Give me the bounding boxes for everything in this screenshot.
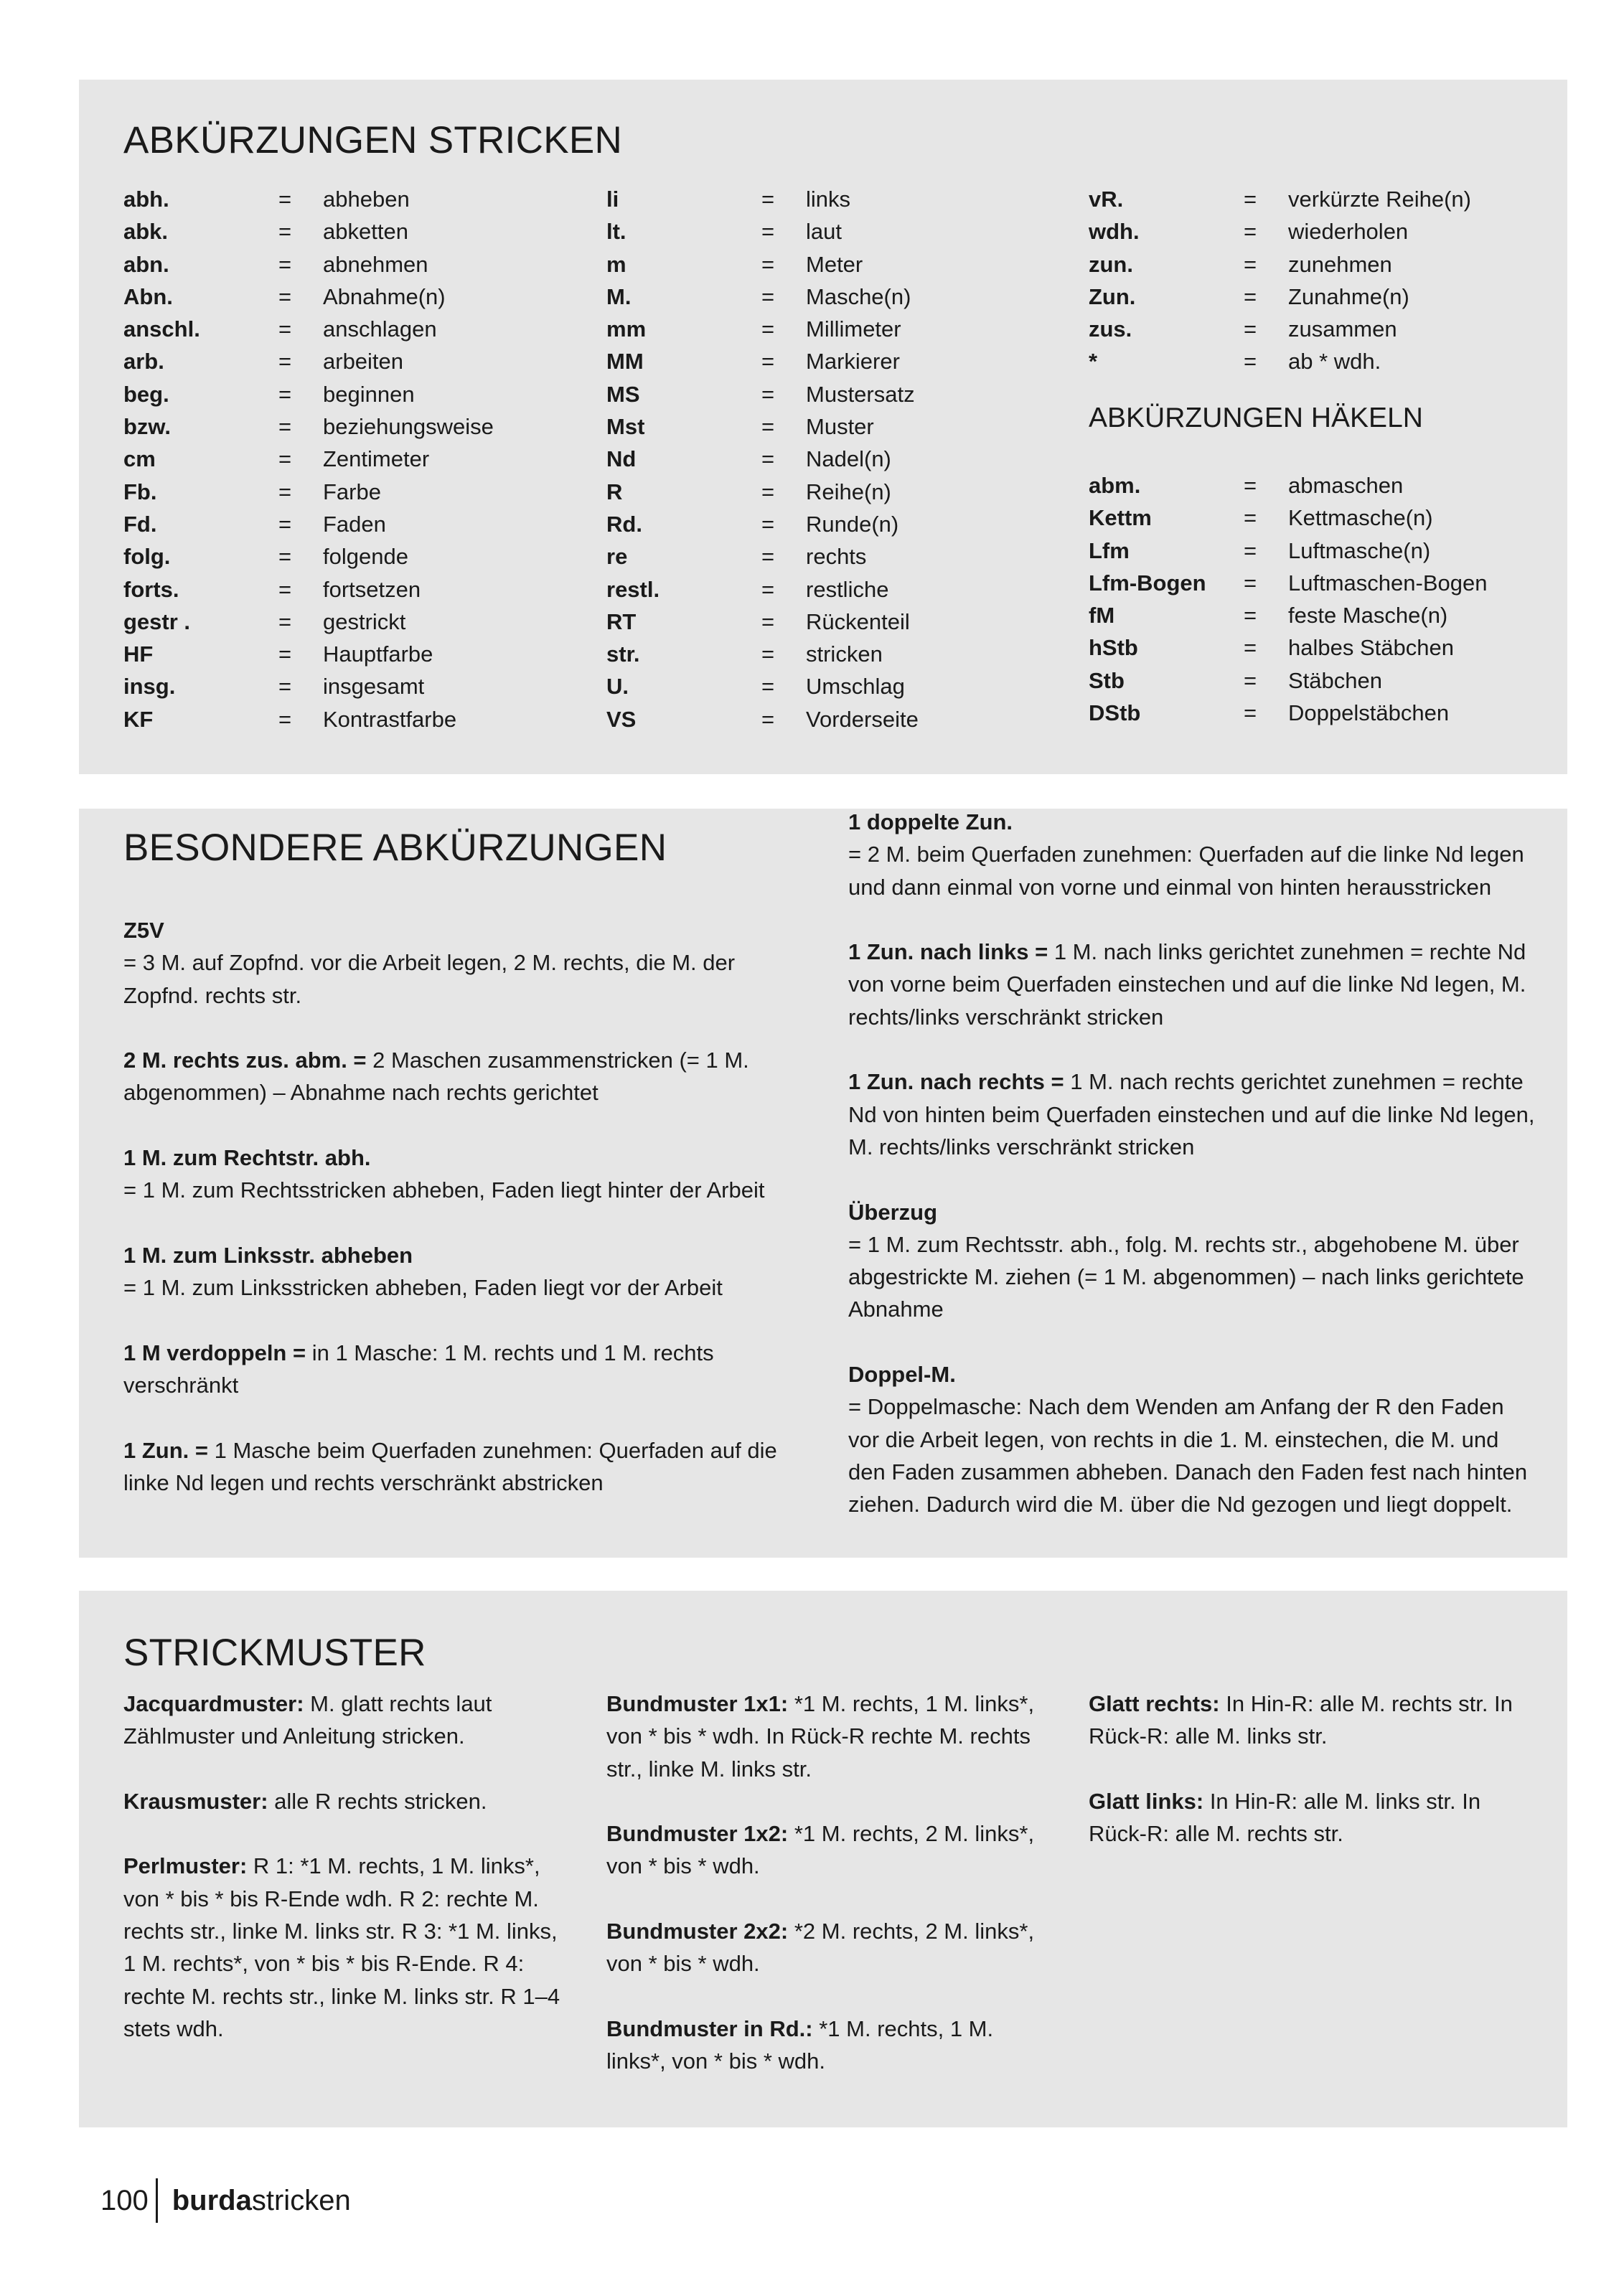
- equals-sign: =: [1244, 700, 1257, 726]
- definition-block: [123, 1044, 812, 1109]
- abbreviation-meaning: zunehmen: [1288, 251, 1392, 277]
- abbreviation-key: bzw.: [123, 414, 172, 440]
- abbreviation-meaning: beginnen: [323, 381, 415, 407]
- abbreviation-key: Mst: [606, 414, 645, 440]
- abbreviation-key: arb.: [123, 349, 164, 375]
- abbreviation-key: HF: [123, 641, 154, 667]
- equals-sign: =: [1244, 537, 1257, 563]
- definition-block: [606, 1915, 1044, 1980]
- equals-sign: =: [761, 674, 775, 700]
- definition-block: [848, 806, 1537, 903]
- equals-sign: =: [278, 544, 292, 570]
- equals-sign: =: [761, 641, 775, 667]
- definition-block: [123, 1434, 812, 1500]
- equals-sign: =: [1244, 603, 1257, 629]
- definition-text: = 1 M. zum Rechtsstricken abheben, Faden liegt hinter der Arbeit: [123, 1177, 765, 1203]
- abbreviation-meaning: Rückenteil: [806, 608, 910, 634]
- definition-text: R 1: *1 M. rechts, 1 M. links*, von * bis * bis R-Ende wdh. R 2: rechte M. rechts str., linke M. links str. R 3: *1 M. links, 1 M. rechts*, von * bis * bis R-Ende. R 4: rechte M. rechts str., linke M. links str. R 1–4 stets wdh.: [123, 1853, 560, 2041]
- abbreviation-meaning: Farbe: [323, 479, 381, 504]
- definition-term: 1 M verdoppeln =: [123, 1340, 306, 1365]
- abbreviation-key: hStb: [1089, 635, 1138, 661]
- equals-sign: =: [278, 283, 292, 309]
- abbreviation-meaning: Faden: [323, 511, 386, 537]
- page-number: 100: [100, 2184, 149, 2216]
- equals-sign: =: [761, 251, 775, 277]
- equals-sign: =: [278, 187, 292, 212]
- abbreviation-meaning: rechts: [806, 544, 867, 570]
- page-footer: [100, 2179, 351, 2222]
- abbreviations-knitting-panel: [79, 80, 1567, 774]
- abbreviation-meaning: Doppelstäbchen: [1288, 700, 1450, 726]
- abbreviation-key: RT: [606, 608, 637, 634]
- abbreviation-key: Fb.: [123, 479, 157, 504]
- abbreviation-meaning: Zentimeter: [323, 446, 430, 472]
- equals-sign: =: [761, 381, 775, 407]
- definition-term: Überzug: [848, 1199, 937, 1225]
- equals-sign: =: [761, 219, 775, 245]
- abbreviation-key: li: [606, 187, 619, 212]
- abbreviation-meaning: Stäbchen: [1288, 667, 1382, 693]
- abbreviation-key: abm.: [1089, 473, 1141, 498]
- equals-sign: =: [761, 187, 775, 212]
- abbreviation-meaning: Luftmasche(n): [1288, 537, 1431, 563]
- abbreviation-meaning: wiederholen: [1288, 219, 1409, 245]
- equals-sign: =: [278, 316, 292, 342]
- abbreviation-meaning: beziehungsweise: [323, 414, 494, 440]
- abbreviation-key: Zun.: [1089, 283, 1136, 309]
- equals-sign: =: [761, 511, 775, 537]
- special-abbreviations-right-column: [848, 806, 1537, 1553]
- equals-sign: =: [1244, 316, 1257, 342]
- abbreviation-key: Rd.: [606, 511, 642, 537]
- abbreviation-key: DStb: [1089, 700, 1141, 726]
- equals-sign: =: [1244, 349, 1257, 375]
- abbreviation-key: abh.: [123, 187, 169, 212]
- equals-sign: =: [1244, 251, 1257, 277]
- abbreviation-key: Fd.: [123, 511, 157, 537]
- equals-sign: =: [761, 283, 775, 309]
- equals-sign: =: [278, 674, 292, 700]
- abbreviation-meaning: Umschlag: [806, 674, 905, 700]
- equals-sign: =: [761, 706, 775, 732]
- definition-text: In Hin-R: alle M. rechts str. In Rück-R: alle M. links str.: [1089, 1691, 1513, 1749]
- abbreviation-meaning: Reihe(n): [806, 479, 891, 504]
- definition-term: 1 Zun. =: [123, 1437, 208, 1463]
- abbreviation-key: MM: [606, 349, 644, 375]
- definition-text: = 3 M. auf Zopfnd. vor die Arbeit legen, 2 M. rechts, die M. der Zopfnd. rechts str.: [123, 950, 736, 1008]
- equals-sign: =: [278, 446, 292, 472]
- equals-sign: =: [761, 479, 775, 504]
- definition-block: [123, 1142, 812, 1207]
- abbreviation-meaning: anschlagen: [323, 316, 437, 342]
- definition-text: 1 M. nach rechts gerichtet zunehmen = rechte Nd von hinten beim Querfaden einstechen und auf die linke Nd legen, M. rechts/links verschränkt stricken: [848, 1069, 1535, 1159]
- equals-sign: =: [761, 446, 775, 472]
- abbreviation-key: folg.: [123, 544, 171, 570]
- equals-sign: =: [1244, 219, 1257, 245]
- equals-sign: =: [1244, 667, 1257, 693]
- abbreviation-meaning: insgesamt: [323, 674, 425, 700]
- definition-text: *1 M. rechts, 1 M. links*, von * bis * wdh.: [606, 2015, 994, 2074]
- definition-block: [606, 1688, 1044, 1785]
- definition-term: Glatt rechts:: [1089, 1691, 1220, 1716]
- definition-block: [1089, 1785, 1526, 1850]
- abbreviation-meaning: Runde(n): [806, 511, 899, 537]
- definition-term: 1 Zun. nach rechts =: [848, 1069, 1064, 1095]
- abbreviation-key: cm: [123, 446, 156, 472]
- abbreviation-key: insg.: [123, 674, 176, 700]
- definition-block: [848, 1065, 1537, 1163]
- abbreviation-key: Lfm-Bogen: [1089, 570, 1206, 596]
- abbreviation-meaning: zusammen: [1288, 316, 1397, 342]
- brand-name-bold: burda: [172, 2184, 252, 2216]
- definition-text: 2 Maschen zusammenstricken (= 1 M. abgenommen) – Abnahme nach rechts gerichtet: [123, 1048, 749, 1106]
- abbreviation-key: Abn.: [123, 283, 173, 309]
- definition-text: 1 M. nach links gerichtet zunehmen = rechte Nd von vorne beim Querfaden einstechen und auf die linke Nd legen, M. rechts/links verschränkt stricken: [848, 939, 1526, 1030]
- knitting-patterns-column-1: [123, 1688, 561, 2078]
- equals-sign: =: [278, 641, 292, 667]
- abbreviation-key: m: [606, 251, 626, 277]
- special-abbreviations-title: BESONDERE ABKÜRZUNGEN: [123, 827, 667, 869]
- definition-block: [123, 914, 812, 1012]
- brand-name-regular: stricken: [251, 2184, 351, 2216]
- definition-block: [606, 1817, 1044, 1883]
- abbreviation-key: gestr .: [123, 608, 191, 634]
- abbreviation-meaning: Luftmaschen-Bogen: [1288, 570, 1488, 596]
- equals-sign: =: [761, 608, 775, 634]
- definition-term: 1 M. zum Linksstr. abheben: [123, 1242, 413, 1268]
- abbreviation-key: str.: [606, 641, 640, 667]
- abbreviation-meaning: arbeiten: [323, 349, 404, 375]
- abbreviation-meaning: stricken: [806, 641, 883, 667]
- definition-text: In Hin-R: alle M. links str. In Rück-R: alle M. rechts str.: [1089, 1788, 1481, 1847]
- definition-term: 1 doppelte Zun.: [848, 809, 1013, 834]
- definition-text: = Doppelmasche: Nach dem Wenden am Anfang der R den Faden vor die Arbeit legen, von rechts in die 1. M. einstechen, die M. und den Faden zusammen abheben. Danach den Faden fest nach hinten ziehen. Dadurch wird die M. über die Nd gezogen und liegt doppelt.: [848, 1394, 1528, 1518]
- definition-text: = 2 M. beim Querfaden zunehmen: Querfaden auf die linke Nd legen und dann einmal von vorne und einmal von hinten herausstricken: [848, 842, 1524, 900]
- abbreviation-meaning: Muster: [806, 414, 874, 440]
- knitting-patterns-title: STRICKMUSTER: [123, 1632, 426, 1674]
- abbreviation-meaning: Zunahme(n): [1288, 283, 1409, 309]
- abbreviation-meaning: abketten: [323, 219, 408, 245]
- abbreviation-meaning: Millimeter: [806, 316, 901, 342]
- abbreviation-key: forts.: [123, 576, 179, 602]
- equals-sign: =: [761, 544, 775, 570]
- definition-term: Bundmuster 1x2:: [606, 1821, 789, 1847]
- equals-sign: =: [278, 414, 292, 440]
- knitting-patterns-column-2: [606, 1688, 1044, 2110]
- equals-sign: =: [278, 511, 292, 537]
- abbreviation-meaning: restliche: [806, 576, 889, 602]
- abbreviation-meaning: abnehmen: [323, 251, 428, 277]
- abbreviation-meaning: Nadel(n): [806, 446, 891, 472]
- abbreviation-meaning: Mustersatz: [806, 381, 915, 407]
- definition-term: Doppel-M.: [848, 1362, 956, 1388]
- abbreviation-key: abk.: [123, 219, 169, 245]
- equals-sign: =: [1244, 505, 1257, 531]
- knitting-patterns-panel: [79, 1591, 1567, 2127]
- abbreviation-meaning: ab * wdh.: [1288, 349, 1381, 375]
- equals-sign: =: [278, 576, 292, 602]
- definition-block: [123, 1337, 812, 1402]
- abbreviation-key: *: [1089, 349, 1098, 375]
- abbreviation-key: MS: [606, 381, 640, 407]
- definition-term: Bundmuster in Rd.:: [606, 2015, 813, 2041]
- definition-block: [123, 1785, 561, 1817]
- definition-term: Perlmuster:: [123, 1853, 248, 1879]
- abbreviation-key: M.: [606, 283, 632, 309]
- definition-text: *1 M. rechts, 1 M. links*, von * bis * wdh. In Rück-R rechte M. rechts str., linke M. links str.: [606, 1691, 1035, 1782]
- abbreviations-knitting-title: ABKÜRZUNGEN STRICKEN: [123, 119, 623, 161]
- abbreviation-meaning: verkürzte Reihe(n): [1288, 187, 1471, 212]
- equals-sign: =: [278, 479, 292, 504]
- definition-text: *1 M. rechts, 2 M. links*, von * bis * wdh.: [606, 1821, 1035, 1879]
- equals-sign: =: [761, 576, 775, 602]
- definition-text: = 1 M. zum Rechtsstr. abh., folg. M. rechts str., abgehobene M. über abgestrickte M. ziehen (= 1 M. abgenommen) – nach links gerichtete Abnahme: [848, 1231, 1524, 1322]
- equals-sign: =: [1244, 570, 1257, 596]
- abbreviation-meaning: abheben: [323, 187, 410, 212]
- definition-term: Glatt links:: [1089, 1788, 1204, 1814]
- abbreviation-key: anschl.: [123, 316, 200, 342]
- definition-term: 1 M. zum Rechtstr. abh.: [123, 1145, 371, 1171]
- abbreviation-key: zus.: [1089, 316, 1132, 342]
- equals-sign: =: [1244, 283, 1257, 309]
- equals-sign: =: [1244, 635, 1257, 661]
- abbreviation-key: Stb: [1089, 667, 1125, 693]
- equals-sign: =: [278, 706, 292, 732]
- abbreviation-meaning: Meter: [806, 251, 863, 277]
- equals-sign: =: [1244, 473, 1257, 498]
- definition-block: [123, 1688, 561, 1753]
- abbreviation-meaning: gestrickt: [323, 608, 406, 634]
- abbreviation-meaning: Kettmasche(n): [1288, 505, 1433, 531]
- definition-text: M. glatt rechts laut Zählmuster und Anleitung stricken.: [123, 1691, 492, 1749]
- equals-sign: =: [278, 251, 292, 277]
- abbreviation-key: wdh.: [1089, 219, 1140, 245]
- definition-term: Bundmuster 1x1:: [606, 1691, 789, 1716]
- definition-term: Bundmuster 2x2:: [606, 1919, 789, 1944]
- equals-sign: =: [278, 219, 292, 245]
- definition-block: [123, 1239, 812, 1304]
- abbreviation-meaning: Abnahme(n): [323, 283, 446, 309]
- definition-block: [123, 1850, 561, 2045]
- abbreviation-key: restl.: [606, 576, 660, 602]
- abbreviation-meaning: folgende: [323, 544, 408, 570]
- abbreviation-key: Lfm: [1089, 537, 1130, 563]
- equals-sign: =: [278, 349, 292, 375]
- equals-sign: =: [761, 349, 775, 375]
- special-abbreviations-left-column: [123, 914, 812, 1532]
- abbreviation-meaning: abmaschen: [1288, 473, 1404, 498]
- abbreviation-key: U.: [606, 674, 629, 700]
- equals-sign: =: [278, 381, 292, 407]
- definition-text: in 1 Masche: 1 M. rechts und 1 M. rechts verschränkt: [123, 1340, 714, 1398]
- abbreviation-meaning: laut: [806, 219, 842, 245]
- definition-text: 1 Masche beim Querfaden zunehmen: Querfaden auf die linke Nd legen und rechts verschränkt abstricken: [123, 1437, 777, 1496]
- definition-term: 2 M. rechts zus. abm. =: [123, 1048, 367, 1073]
- definition-term: Jacquardmuster:: [123, 1691, 304, 1716]
- definition-block: [606, 2013, 1044, 2078]
- abbreviation-meaning: halbes Stäbchen: [1288, 635, 1454, 661]
- abbreviations-crochet-title: ABKÜRZUNGEN HÄKELN: [1089, 403, 1423, 433]
- definition-block: [848, 1196, 1537, 1326]
- special-abbreviations-panel: [79, 809, 1567, 1558]
- abbreviation-key: KF: [123, 706, 154, 732]
- definition-text: = 1 M. zum Linksstricken abheben, Faden liegt vor der Arbeit: [123, 1275, 723, 1301]
- abbreviation-meaning: Hauptfarbe: [323, 641, 433, 667]
- definition-block: [848, 936, 1537, 1033]
- definition-block: [1089, 1688, 1526, 1753]
- abbreviation-meaning: Vorderseite: [806, 706, 919, 732]
- abbreviation-key: lt.: [606, 219, 626, 245]
- abbreviation-key: mm: [606, 316, 647, 342]
- equals-sign: =: [1244, 187, 1257, 212]
- footer-divider: [156, 2178, 158, 2223]
- abbreviation-key: abn.: [123, 251, 169, 277]
- abbreviation-meaning: Kontrastfarbe: [323, 706, 457, 732]
- definition-term: 1 Zun. nach links =: [848, 939, 1048, 965]
- definition-text: *2 M. rechts, 2 M. links*, von * bis * wdh.: [606, 1919, 1035, 1977]
- definition-term: Z5V: [123, 918, 164, 943]
- definition-term: Krausmuster:: [123, 1788, 268, 1814]
- abbreviation-meaning: links: [806, 187, 851, 212]
- abbreviation-key: fM: [1089, 603, 1115, 629]
- abbreviation-meaning: Markierer: [806, 349, 900, 375]
- abbreviation-key: VS: [606, 706, 637, 732]
- equals-sign: =: [278, 608, 292, 634]
- abbreviation-meaning: feste Masche(n): [1288, 603, 1448, 629]
- equals-sign: =: [761, 316, 775, 342]
- abbreviation-key: R: [606, 479, 623, 504]
- equals-sign: =: [761, 414, 775, 440]
- abbreviation-key: re: [606, 544, 628, 570]
- definition-text: alle R rechts stricken.: [268, 1788, 487, 1814]
- abbreviation-meaning: Masche(n): [806, 283, 911, 309]
- abbreviation-key: zun.: [1089, 251, 1133, 277]
- abbreviation-key: Kettm: [1089, 505, 1152, 531]
- abbreviation-meaning: fortsetzen: [323, 576, 421, 602]
- knitting-patterns-column-3: [1089, 1688, 1526, 1883]
- abbreviation-key: beg.: [123, 381, 169, 407]
- abbreviation-key: Nd: [606, 446, 637, 472]
- definition-block: [848, 1358, 1537, 1520]
- abbreviation-key: vR.: [1089, 187, 1124, 212]
